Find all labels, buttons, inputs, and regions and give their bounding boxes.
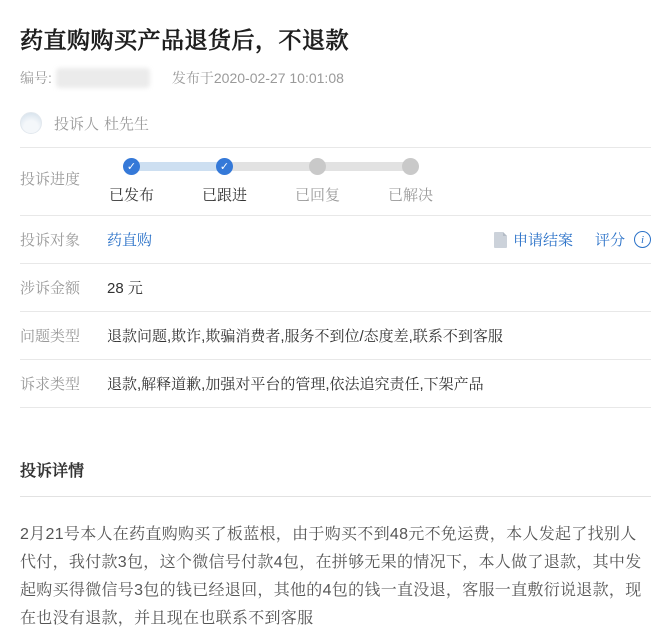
pending-dot-icon xyxy=(309,158,326,175)
target-company-link[interactable]: 药直购 xyxy=(107,232,153,249)
progress-step-followed xyxy=(178,158,271,205)
progress-step-label: 已回复 xyxy=(294,187,340,204)
complainant-label: 投诉人 xyxy=(54,115,100,133)
check-icon xyxy=(123,158,140,175)
complainant-row xyxy=(20,112,651,148)
rate-button[interactable]: 评分 xyxy=(594,232,625,249)
complaint-number-label: 编号: xyxy=(20,70,52,86)
document-icon xyxy=(494,232,507,248)
progress-row xyxy=(20,148,651,216)
target-label: 投诉对象 xyxy=(20,232,81,249)
detail-section-header: 投诉详情 xyxy=(20,458,651,497)
check-glyph: ✓ xyxy=(126,161,137,173)
progress-step-label: 已发布 xyxy=(108,187,154,204)
pending-dot-icon xyxy=(402,158,419,175)
demand-type-value: 退款,解释道歉,加强对平台的管理,依法追究责任,下架产品 xyxy=(107,376,484,393)
problem-type-row xyxy=(20,312,651,360)
complaint-detail-section xyxy=(20,458,651,633)
progress-step-label: 已解决 xyxy=(387,187,433,204)
progress-step-published xyxy=(85,158,178,205)
row-actions xyxy=(494,229,651,250)
meta-row xyxy=(20,68,651,88)
progress-step-label: 已跟进 xyxy=(201,187,247,204)
complainant-name: 杜先生 xyxy=(104,115,150,133)
info-glyph: i xyxy=(640,233,645,246)
target-row xyxy=(20,216,651,264)
complaint-number-redacted xyxy=(56,68,150,88)
info-circle-icon[interactable] xyxy=(634,231,651,248)
amount-label: 涉诉金额 xyxy=(20,280,81,297)
progress-steps xyxy=(85,158,457,205)
user-avatar-icon xyxy=(20,112,42,134)
check-glyph: ✓ xyxy=(219,161,230,173)
progress-label: 投诉进度 xyxy=(20,171,81,188)
problem-type-label: 问题类型 xyxy=(20,328,81,345)
progress-step-replied xyxy=(271,158,364,205)
amount-row xyxy=(20,264,651,312)
detail-content: 2月21号本人在药直购购买了板蓝根，由于购买不到48元不免运费，本人发起了找别人代付，我付款3包，这个微信号付款4包，在拼够无果的情况下，本人做了退款，其中发起购买得微信号3包的钱已经退回，其他的4包的钱一直没退，客服一直敷衍说退款，现在也没有退款，并且现在也联系不到客服 xyxy=(20,526,642,627)
demand-type-row xyxy=(20,360,651,408)
page-title: 药直购购买产品退货后，不退款 xyxy=(20,27,349,53)
apply-close-case-button[interactable]: 申请结案 xyxy=(512,232,573,249)
progress-step-resolved xyxy=(364,158,457,205)
amount-value: 28 元 xyxy=(107,280,143,297)
publish-time: 发布于2020-02-27 10:01:08 xyxy=(171,70,344,86)
demand-type-label: 诉求类型 xyxy=(20,376,81,393)
check-icon xyxy=(216,158,233,175)
problem-type-value: 退款问题,欺诈,欺骗消费者,服务不到位/态度差,联系不到客服 xyxy=(107,328,503,345)
